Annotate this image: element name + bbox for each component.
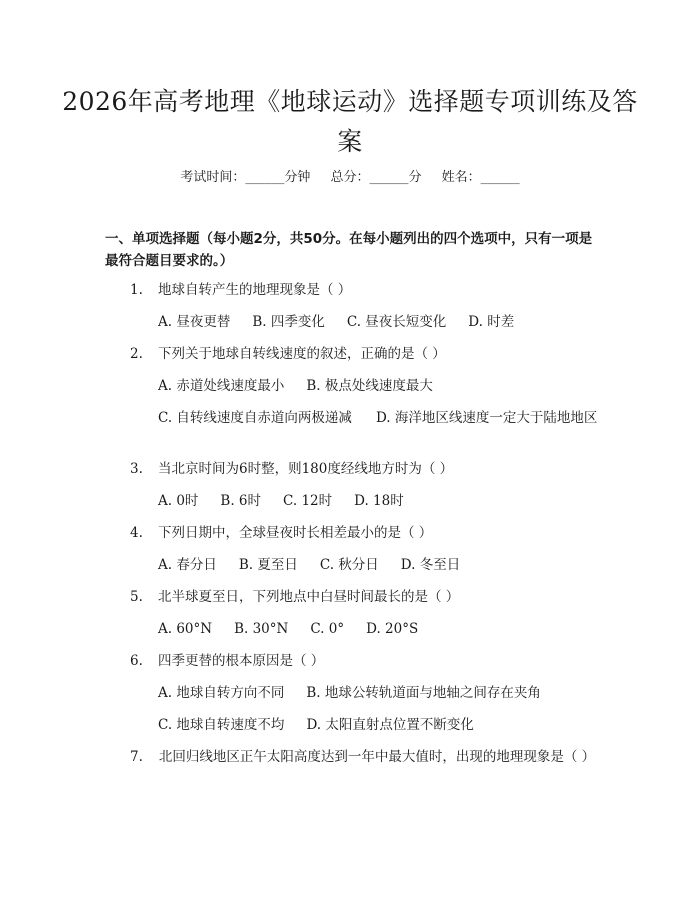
option-a: A. 60°N xyxy=(158,621,213,637)
question-1-options xyxy=(158,311,536,333)
option-b: B. 地球公转轨道面与地轴之间存在夹角 xyxy=(306,685,541,701)
question-number: 2. xyxy=(130,346,143,362)
question-text: 下列日期中，全球昼夜时长相差最小的是（ ） xyxy=(158,525,433,541)
option-c: C. 昼夜长短变化 xyxy=(346,314,447,330)
option-b: B. 四季变化 xyxy=(252,314,325,330)
question-number: 5. xyxy=(130,589,143,605)
question-number: 3. xyxy=(130,461,143,477)
option-a: A. 昼夜更替 xyxy=(158,314,231,330)
question-number: 1. xyxy=(130,282,143,298)
question-4-options xyxy=(158,554,482,576)
option-a: A. 0时 xyxy=(158,493,199,509)
option-b: B. 极点处线速度最大 xyxy=(306,378,433,394)
exam-score: 总分：______分 xyxy=(330,170,422,185)
question-text: 下列关于地球自转线速度的叙述，正确的是（ ） xyxy=(158,346,446,362)
question-2 xyxy=(105,343,600,365)
question-7 xyxy=(105,746,605,768)
option-c: C. 秋分日 xyxy=(319,557,379,573)
question-text: 地球自转产生的地理现象是（ ） xyxy=(158,282,352,298)
student-name: 姓名：______ xyxy=(441,170,520,185)
option-b: B. 30°N xyxy=(234,621,289,637)
exam-meta xyxy=(0,168,700,188)
option-d: D. 海洋地区线速度一定大于陆地地区 xyxy=(375,410,598,426)
question-5-options xyxy=(158,618,440,640)
question-1 xyxy=(105,279,600,301)
question-3-options xyxy=(158,490,426,512)
option-a: A. 春分日 xyxy=(158,557,217,573)
question-5 xyxy=(105,586,600,608)
option-c: C. 0° xyxy=(310,621,345,637)
option-b: B. 夏至日 xyxy=(238,557,298,573)
question-text: 北回归线地区正午太阳高度达到一年中最大值时，出现的地理现象是（ ） xyxy=(158,749,596,765)
option-a: A. 地球自转方向不同 xyxy=(158,685,285,701)
question-6-options-ab xyxy=(158,682,563,704)
section-heading: 一、单项选择题（每小题2分，共50分。在每小题列出的四个选项中，只有一项是最符合题目要求的。） xyxy=(105,231,593,269)
question-text: 四季更替的根本原因是（ ） xyxy=(158,653,325,669)
question-text: 当北京时间为6时整，则180度经线地方时为（ ） xyxy=(158,461,454,477)
question-4 xyxy=(105,522,600,544)
option-d: D. 18时 xyxy=(354,493,404,509)
exam-time: 考试时间：______分钟 xyxy=(180,170,311,185)
question-2-options-ab xyxy=(158,375,455,397)
option-c: C. 自转线速度自赤道向两极递减 xyxy=(158,410,352,426)
option-b: B. 6时 xyxy=(220,493,262,509)
question-2-options-cd xyxy=(105,407,605,429)
question-number: 6. xyxy=(130,653,143,669)
question-6 xyxy=(105,650,600,672)
question-number: 7. xyxy=(130,749,143,765)
option-d: D. 20°S xyxy=(366,621,419,637)
question-number: 4. xyxy=(130,525,143,541)
question-text: 北半球夏至日，下列地点中白昼时间最长的是（ ） xyxy=(158,589,460,605)
option-c: C. 12时 xyxy=(283,493,333,509)
option-c: C. 地球自转速度不均 xyxy=(158,717,285,733)
option-d: D. 太阳直射点位置不断变化 xyxy=(306,717,474,733)
option-d: D. 冬至日 xyxy=(400,557,461,573)
question-6-options-cd xyxy=(158,714,496,736)
option-d: D. 时差 xyxy=(468,314,515,330)
question-3 xyxy=(105,458,600,480)
page-title: 2026年高考地理《地球运动》选择题专项训练及答案 xyxy=(62,87,638,156)
option-a: A. 赤道处线速度最小 xyxy=(158,378,285,394)
